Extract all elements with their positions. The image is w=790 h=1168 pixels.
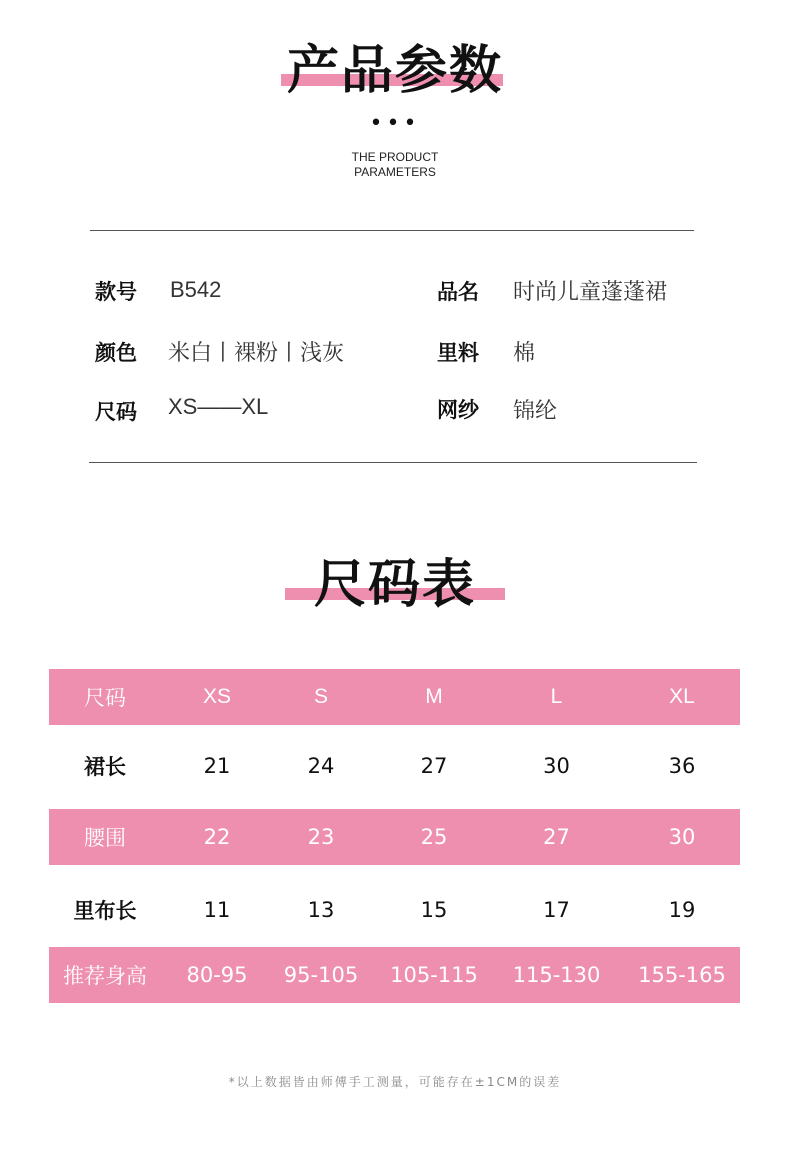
table-cell: 30 xyxy=(668,825,696,849)
table-cell: 19 xyxy=(668,898,696,922)
header-cell-s: S xyxy=(313,685,328,708)
table-cell: 25 xyxy=(420,825,448,849)
table-cell: 13 xyxy=(307,898,335,922)
param-value-size: XS——XL xyxy=(168,394,269,419)
table-row-recommended-height xyxy=(49,947,740,1003)
table-cell: 80-95 xyxy=(186,963,248,987)
table-cell: 24 xyxy=(307,754,335,778)
table-cell: 15 xyxy=(420,898,448,922)
param-value-product-name: 时尚儿童蓬蓬裙 xyxy=(513,280,668,305)
table-cell: 115-130 xyxy=(512,963,601,987)
subtitle-line-1: THE PRODUCT xyxy=(351,150,439,164)
table-cell: 95-105 xyxy=(283,963,359,987)
header-cell-m: M xyxy=(425,685,443,708)
table-cell: 23 xyxy=(307,825,335,849)
row-label: 裙长 xyxy=(84,755,126,779)
param-label-lining: 里料 xyxy=(437,341,479,365)
param-value-color: 米白丨裸粉丨浅灰 xyxy=(168,341,345,366)
table-cell: 30 xyxy=(543,754,570,778)
table-cell: 11 xyxy=(203,898,231,922)
table-cell: 17 xyxy=(543,898,570,922)
param-label-size: 尺码 xyxy=(95,400,137,424)
row-label: 推荐身高 xyxy=(63,964,147,988)
table-row-skirt-length xyxy=(49,738,740,794)
table-cell: 105-115 xyxy=(390,963,478,987)
param-label-mesh: 网纱 xyxy=(437,398,479,422)
param-label-product-name: 品名 xyxy=(437,280,479,304)
subtitle-line-2: PARAMETERS xyxy=(354,165,436,179)
row-label: 腰围 xyxy=(84,826,126,850)
param-label-style-no: 款号 xyxy=(95,280,137,304)
header-cell-size: 尺码 xyxy=(84,686,126,710)
param-value-style-no: B542 xyxy=(170,277,222,302)
params-bottom-rule xyxy=(89,462,697,463)
table-cell: 36 xyxy=(668,754,696,778)
dots-decoration: ••• xyxy=(369,111,421,136)
row-label: 里布长 xyxy=(73,899,137,923)
table-row-waist xyxy=(49,809,740,865)
params-title: 产品参数 xyxy=(286,41,503,101)
measurement-note: *以上数据皆由师傅手工测量，可能存在±1CM的误差 xyxy=(228,1075,562,1089)
size-table-header-row xyxy=(49,669,740,725)
params-top-rule xyxy=(90,230,694,231)
params-subtitle xyxy=(0,150,790,180)
size-title: 尺码表 xyxy=(313,555,476,615)
table-cell: 27 xyxy=(543,825,570,849)
table-cell: 155-165 xyxy=(638,963,726,987)
param-value-mesh: 锦纶 xyxy=(513,399,558,424)
table-cell: 27 xyxy=(420,754,448,778)
header-cell-xl: XL xyxy=(669,685,695,708)
header-cell-xs: XS xyxy=(202,685,231,708)
header-cell-l: L xyxy=(550,685,563,708)
table-cell: 21 xyxy=(203,754,231,778)
table-cell: 22 xyxy=(203,825,231,849)
table-row-lining-length xyxy=(49,882,740,938)
param-label-color: 颜色 xyxy=(95,341,137,365)
param-value-lining: 棉 xyxy=(513,341,536,366)
